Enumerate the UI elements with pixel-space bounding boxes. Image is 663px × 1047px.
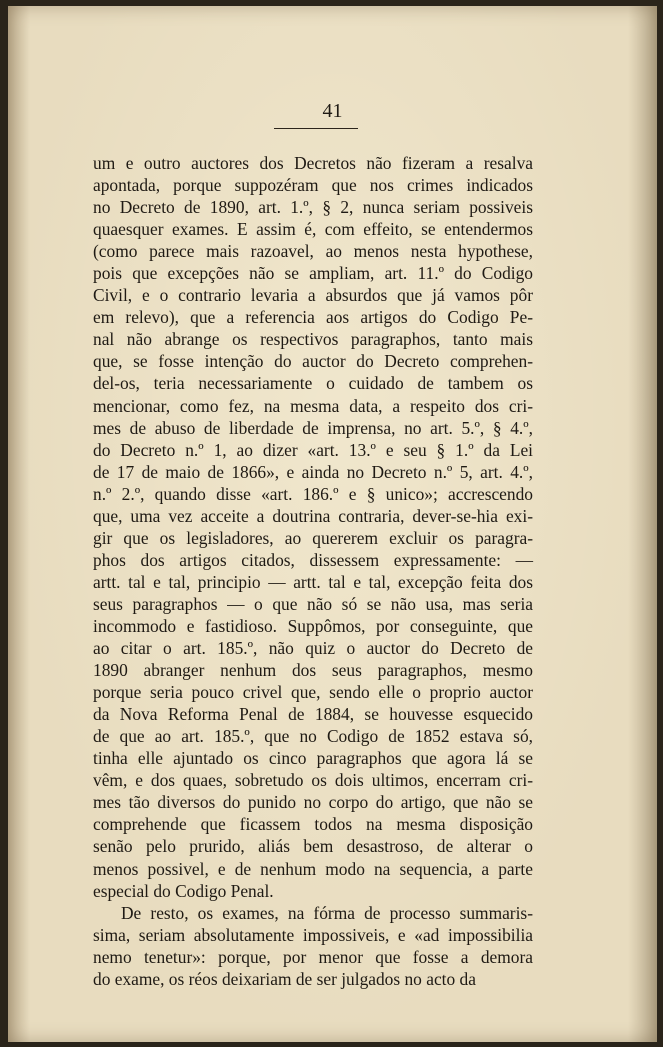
text-line: tinha elle ajuntado os cinco paragraphos que agora lá se [93, 748, 533, 769]
text-line: do Decreto n.º 1, ao dizer «art. 13.º e seu § 1.º da Lei [93, 439, 533, 460]
text-line: ao citar o art. 185.º, não quiz o auctor do Decreto de [93, 638, 533, 659]
text-line: 1890 abranger nenhum dos seus paragraphos, mesmo [93, 660, 533, 681]
text-line: incommodo e fastidioso. Suppômos, por conseguinte, que [93, 615, 533, 636]
text-line: vêm, e dos quaes, sobretudo os dois ultimos, encerram cri- [93, 770, 533, 791]
text-line: pois que excepções não se ampliam, art. 11.º do Codigo [93, 263, 533, 284]
text-line: (como parece mais razoavel, ao menos nesta hypothese, [93, 241, 533, 262]
text-line: nemo tenetur»: porque, por menor que fosse a demora [93, 946, 533, 967]
header-rule [274, 128, 358, 129]
page-number: 41 [322, 100, 343, 122]
text-line: especial do Codigo Penal. [93, 880, 274, 901]
text-line: mencionar, como fez, na mesma data, a respeito dos cri- [93, 395, 533, 416]
body-text [93, 152, 533, 990]
text-line: que, se fosse intenção do auctor do Decreto comprehen- [93, 351, 533, 372]
text-line: n.º 2.º, quando disse «art. 186.º e § unico»; accrescendo [93, 483, 533, 504]
text-line: de que ao art. 185.º, que no Codigo de 1852 estava só, [93, 726, 533, 747]
text-line: mes de abuso de liberdade de imprensa, no art. 5.º, § 4.º, [93, 417, 533, 438]
text-line: Civil, e o contrario levaria a absurdos que já vamos pôr [93, 285, 533, 306]
text-line: no Decreto de 1890, art. 1.º, § 2, nunca seriam possiveis [93, 197, 533, 218]
text-line: senão pelo prurido, aliás bem desastroso, de alterar o [93, 836, 533, 857]
text-line: del-os, teria necessariamente o cuidado de tambem os [93, 373, 533, 394]
text-line: porque seria pouco crivel que, sendo elle o proprio auctor [93, 682, 533, 703]
text-line: que, uma vez acceite a doutrina contraria, dever-se-hia exi- [93, 505, 533, 526]
text-line: menos possivel, e de nenhum modo na sequencia, a parte [93, 858, 533, 879]
text-line: gir que os legisladores, ao quererem excluir os paragra- [93, 527, 533, 548]
text-line: comprehende que ficassem todos na mesma disposição [93, 814, 533, 835]
text-line: nal não abrange os respectivos paragraphos, tanto mais [93, 329, 533, 350]
text-line: quaesquer exames. E assim é, com effeito, se entendermos [93, 219, 533, 240]
text-line: De resto, os exames, na fórma de processo summaris- [121, 902, 533, 923]
text-line: sima, seriam absolutamente impossiveis, e «ad impossibilia [93, 924, 533, 945]
text-line: seus paragraphos — o que não só se não usa, mas seria [93, 593, 533, 614]
text-line: do exame, os réos deixariam de ser julgados no acto da [93, 968, 476, 989]
text-line: da Nova Reforma Penal de 1884, se houvesse esquecido [93, 704, 533, 725]
book-page [8, 6, 657, 1042]
text-line: mes tão diversos do punido no corpo do artigo, que não se [93, 792, 533, 813]
text-line: phos dos artigos citados, dissessem expressamente: — [93, 549, 533, 570]
text-line: de 17 de maio de 1866», e ainda no Decreto n.º 5, art. 4.º, [93, 461, 533, 482]
text-line: artt. tal e tal, principio — artt. tal e tal, excepção feita dos [93, 571, 533, 592]
text-line: apontada, porque suppozéram que nos crimes indicados [93, 175, 533, 196]
text-line: um e outro auctores dos Decretos não fizeram a resalva [93, 153, 533, 173]
text-line: em relevo), que a referencia aos artigos do Codigo Pe- [93, 307, 533, 328]
